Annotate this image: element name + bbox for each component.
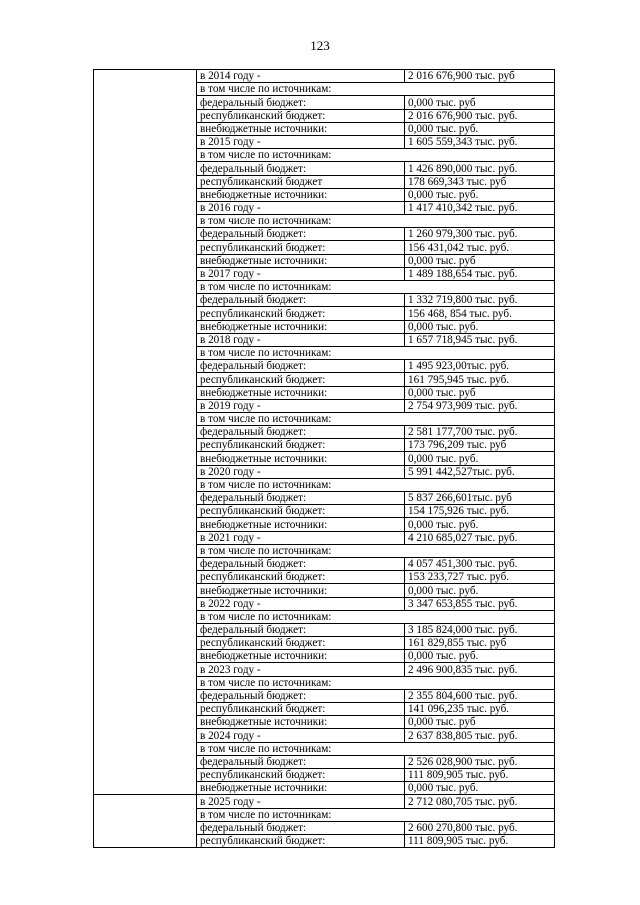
- left-column-cell: [94, 162, 197, 175]
- table-row: [94, 399, 555, 412]
- label-cell: в 2020 году -: [197, 465, 405, 478]
- table-row: [94, 228, 555, 241]
- table-row: [94, 782, 555, 795]
- left-column-cell: [94, 346, 197, 359]
- left-column-cell: [94, 742, 197, 755]
- value-cell: 111 809,905 тыс. руб.: [405, 834, 555, 847]
- left-column-cell: [94, 70, 197, 83]
- value-cell: 4 057 451,300 тыс. руб.: [405, 557, 555, 570]
- label-cell: федеральный бюджет:: [197, 623, 405, 636]
- table-row: [94, 360, 555, 373]
- left-column-cell: [94, 478, 197, 491]
- left-column-cell: [94, 241, 197, 254]
- left-column-cell: [94, 703, 197, 716]
- left-column-cell: [94, 83, 197, 96]
- left-column-cell: [94, 452, 197, 465]
- table-row: [94, 254, 555, 267]
- table-row: [94, 267, 555, 280]
- value-cell: 0,000 тыс. руб: [405, 386, 555, 399]
- value-cell: 173 796,209 тыс. руб: [405, 439, 555, 452]
- value-cell: 156 431,042 тыс. руб.: [405, 241, 555, 254]
- left-column-cell: [94, 808, 197, 821]
- label-cell: республиканский бюджет:: [197, 768, 405, 781]
- left-column-cell: [94, 254, 197, 267]
- table-row: [94, 821, 555, 834]
- value-cell: 2 754 973,909 тыс. руб.: [405, 399, 555, 412]
- left-column-cell: [94, 228, 197, 241]
- table-row: [94, 729, 555, 742]
- left-column-cell: [94, 505, 197, 518]
- label-cell: федеральный бюджет:: [197, 360, 405, 373]
- value-cell: 0,000 тыс. руб: [405, 716, 555, 729]
- table-row: [94, 281, 555, 294]
- table-row: [94, 162, 555, 175]
- label-cell: внебюджетные источники:: [197, 518, 405, 531]
- label-cell: республиканский бюджет:: [197, 637, 405, 650]
- left-column-cell: [94, 663, 197, 676]
- left-column-cell: [94, 716, 197, 729]
- table-row: [94, 597, 555, 610]
- value-cell: 5 837 266,601тыс. руб: [405, 492, 555, 505]
- table-row: [94, 623, 555, 636]
- source-heading-cell: в том числе по источникам:: [197, 610, 555, 623]
- table-row: [94, 465, 555, 478]
- left-column-cell: [94, 201, 197, 214]
- label-cell: федеральный бюджет:: [197, 557, 405, 570]
- label-cell: федеральный бюджет:: [197, 162, 405, 175]
- label-cell: в 2024 году -: [197, 729, 405, 742]
- left-column-cell: [94, 149, 197, 162]
- table-row: [94, 676, 555, 689]
- value-cell: 1 605 559,343 тыс. руб.: [405, 135, 555, 148]
- value-cell: 1 495 923,00тыс. руб.: [405, 360, 555, 373]
- left-column-cell: [94, 782, 197, 795]
- table-row: [94, 149, 555, 162]
- left-column-cell: [94, 386, 197, 399]
- left-column-cell: [94, 584, 197, 597]
- left-column-cell: [94, 320, 197, 333]
- left-column-cell: [94, 755, 197, 768]
- label-cell: внебюджетные источники:: [197, 320, 405, 333]
- table-row: [94, 650, 555, 663]
- label-cell: в 2017 году -: [197, 267, 405, 280]
- label-cell: федеральный бюджет:: [197, 755, 405, 768]
- table-row: [94, 109, 555, 122]
- value-cell: 1 332 719,800 тыс. руб.: [405, 294, 555, 307]
- label-cell: в 2015 году -: [197, 135, 405, 148]
- left-column-cell: [94, 399, 197, 412]
- table-row: [94, 808, 555, 821]
- table-row: [94, 795, 555, 808]
- source-heading-cell: в том числе по источникам:: [197, 742, 555, 755]
- value-cell: 0,000 тыс. руб.: [405, 452, 555, 465]
- left-column-cell: [94, 597, 197, 610]
- table-row: [94, 320, 555, 333]
- left-column-cell: [94, 689, 197, 702]
- label-cell: внебюджетные источники:: [197, 782, 405, 795]
- left-column-cell: [94, 795, 197, 808]
- table-row: [94, 531, 555, 544]
- left-column-cell: [94, 333, 197, 346]
- table-row: [94, 492, 555, 505]
- label-cell: в 2022 году -: [197, 597, 405, 610]
- label-cell: республиканский бюджет: [197, 175, 405, 188]
- label-cell: республиканский бюджет:: [197, 373, 405, 386]
- table-row: [94, 412, 555, 425]
- label-cell: внебюджетные источники:: [197, 386, 405, 399]
- table-row: [94, 70, 555, 83]
- left-column-cell: [94, 834, 197, 847]
- value-cell: 3 185 824,000 тыс. руб.: [405, 623, 555, 636]
- table-row: [94, 452, 555, 465]
- left-column-cell: [94, 557, 197, 570]
- left-column-cell: [94, 360, 197, 373]
- source-heading-cell: в том числе по источникам:: [197, 544, 555, 557]
- label-cell: внебюджетные источники:: [197, 188, 405, 201]
- table-row: [94, 439, 555, 452]
- left-column-cell: [94, 215, 197, 228]
- table-row: [94, 215, 555, 228]
- label-cell: федеральный бюджет:: [197, 821, 405, 834]
- table-row: [94, 333, 555, 346]
- label-cell: республиканский бюджет:: [197, 241, 405, 254]
- value-cell: 2 600 270,800 тыс. руб.: [405, 821, 555, 834]
- left-column-cell: [94, 96, 197, 109]
- value-cell: 0,000 тыс. руб.: [405, 650, 555, 663]
- table-row: [94, 478, 555, 491]
- label-cell: федеральный бюджет:: [197, 228, 405, 241]
- table-row: [94, 637, 555, 650]
- table-row: [94, 584, 555, 597]
- left-column-cell: [94, 122, 197, 135]
- left-column-cell: [94, 307, 197, 320]
- left-column-cell: [94, 175, 197, 188]
- source-heading-cell: в том числе по источникам:: [197, 83, 555, 96]
- left-column-cell: [94, 135, 197, 148]
- left-column-cell: [94, 623, 197, 636]
- left-column-cell: [94, 412, 197, 425]
- value-cell: 0,000 тыс. руб: [405, 254, 555, 267]
- table-row: [94, 373, 555, 386]
- label-cell: в 2021 году -: [197, 531, 405, 544]
- funding-table-body: [94, 70, 555, 848]
- table-row: [94, 386, 555, 399]
- label-cell: в 2016 году -: [197, 201, 405, 214]
- value-cell: 0,000 тыс. руб.: [405, 122, 555, 135]
- value-cell: 0,000 тыс. руб.: [405, 584, 555, 597]
- left-column-cell: [94, 821, 197, 834]
- value-cell: 161 829,855 тыс. руб: [405, 637, 555, 650]
- table-row: [94, 663, 555, 676]
- label-cell: внебюджетные источники:: [197, 650, 405, 663]
- value-cell: 0,000 тыс. руб: [405, 96, 555, 109]
- value-cell: 1 426 890,000 тыс. руб.: [405, 162, 555, 175]
- label-cell: республиканский бюджет:: [197, 571, 405, 584]
- left-column-cell: [94, 571, 197, 584]
- left-column-cell: [94, 650, 197, 663]
- left-column-cell: [94, 294, 197, 307]
- label-cell: внебюджетные источники:: [197, 122, 405, 135]
- left-column-cell: [94, 768, 197, 781]
- value-cell: 111 809,905 тыс. руб.: [405, 768, 555, 781]
- label-cell: внебюджетные источники:: [197, 716, 405, 729]
- value-cell: 2 496 900,835 тыс. руб.: [405, 663, 555, 676]
- table-row: [94, 188, 555, 201]
- label-cell: федеральный бюджет:: [197, 689, 405, 702]
- label-cell: внебюджетные источники:: [197, 452, 405, 465]
- label-cell: федеральный бюджет:: [197, 426, 405, 439]
- value-cell: 4 210 685,027 тыс. руб.: [405, 531, 555, 544]
- value-cell: 2 637 838,805 тыс. руб.: [405, 729, 555, 742]
- page-number: 123: [310, 38, 330, 53]
- source-heading-cell: в том числе по источникам:: [197, 281, 555, 294]
- value-cell: 2 016 676,900 тыс. руб.: [405, 109, 555, 122]
- value-cell: 2 581 177,700 тыс. руб.: [405, 426, 555, 439]
- label-cell: республиканский бюджет:: [197, 307, 405, 320]
- left-column-cell: [94, 426, 197, 439]
- value-cell: 0,000 тыс. руб.: [405, 782, 555, 795]
- label-cell: в 2018 году -: [197, 333, 405, 346]
- left-column-cell: [94, 373, 197, 386]
- value-cell: 0,000 тыс. руб.: [405, 188, 555, 201]
- table-row: [94, 755, 555, 768]
- value-cell: 1 260 979,300 тыс. руб.: [405, 228, 555, 241]
- table-row: [94, 426, 555, 439]
- label-cell: федеральный бюджет:: [197, 492, 405, 505]
- label-cell: федеральный бюджет:: [197, 294, 405, 307]
- table-row: [94, 346, 555, 359]
- label-cell: в 2019 году -: [197, 399, 405, 412]
- label-cell: республиканский бюджет:: [197, 834, 405, 847]
- label-cell: республиканский бюджет:: [197, 439, 405, 452]
- value-cell: 0,000 тыс. руб.: [405, 518, 555, 531]
- value-cell: 2 016 676,900 тыс. руб: [405, 70, 555, 83]
- value-cell: 153 233,727 тыс. руб.: [405, 571, 555, 584]
- table-row: [94, 571, 555, 584]
- source-heading-cell: в том числе по источникам:: [197, 808, 555, 821]
- left-column-cell: [94, 544, 197, 557]
- value-cell: 1 657 718,945 тыс. руб.: [405, 333, 555, 346]
- value-cell: 161 795,945 тыс. руб.: [405, 373, 555, 386]
- label-cell: республиканский бюджет:: [197, 703, 405, 716]
- value-cell: 2 526 028,900 тыс. руб.: [405, 755, 555, 768]
- source-heading-cell: в том числе по источникам:: [197, 412, 555, 425]
- left-column-cell: [94, 188, 197, 201]
- table-row: [94, 135, 555, 148]
- table-row: [94, 505, 555, 518]
- label-cell: республиканский бюджет:: [197, 505, 405, 518]
- left-column-cell: [94, 109, 197, 122]
- value-cell: 154 175,926 тыс. руб.: [405, 505, 555, 518]
- table-row: [94, 742, 555, 755]
- label-cell: внебюджетные источники:: [197, 584, 405, 597]
- label-cell: в 2014 году -: [197, 70, 405, 83]
- value-cell: 5 991 442,527тыс. руб.: [405, 465, 555, 478]
- value-cell: 1 417 410,342 тыс. руб.: [405, 201, 555, 214]
- funding-table: [93, 69, 555, 848]
- table-row: [94, 518, 555, 531]
- label-cell: республиканский бюджет:: [197, 109, 405, 122]
- value-cell: 2 355 804,600 тыс. руб.: [405, 689, 555, 702]
- table-row: [94, 175, 555, 188]
- table-row: [94, 544, 555, 557]
- label-cell: федеральный бюджет:: [197, 96, 405, 109]
- left-column-cell: [94, 676, 197, 689]
- left-column-cell: [94, 531, 197, 544]
- source-heading-cell: в том числе по источникам:: [197, 215, 555, 228]
- left-column-cell: [94, 637, 197, 650]
- table-row: [94, 716, 555, 729]
- left-column-cell: [94, 518, 197, 531]
- table-row: [94, 294, 555, 307]
- value-cell: 156 468, 854 тыс. руб.: [405, 307, 555, 320]
- table-row: [94, 96, 555, 109]
- table-row: [94, 241, 555, 254]
- table-row: [94, 83, 555, 96]
- left-column-cell: [94, 492, 197, 505]
- table-row: [94, 201, 555, 214]
- left-column-cell: [94, 281, 197, 294]
- label-cell: в 2025 году -: [197, 795, 405, 808]
- table-row: [94, 768, 555, 781]
- value-cell: 178 669,343 тыс. руб: [405, 175, 555, 188]
- value-cell: 0,000 тыс. руб.: [405, 320, 555, 333]
- left-column-cell: [94, 729, 197, 742]
- value-cell: 3 347 653,855 тыс. руб.: [405, 597, 555, 610]
- source-heading-cell: в том числе по источникам:: [197, 478, 555, 491]
- left-column-cell: [94, 267, 197, 280]
- value-cell: 1 489 188,654 тыс. руб.: [405, 267, 555, 280]
- table-row: [94, 557, 555, 570]
- value-cell: 141 096,235 тыс. руб.: [405, 703, 555, 716]
- source-heading-cell: в том числе по источникам:: [197, 149, 555, 162]
- table-row: [94, 703, 555, 716]
- label-cell: в 2023 году -: [197, 663, 405, 676]
- table-row: [94, 610, 555, 623]
- table-row: [94, 689, 555, 702]
- table-row: [94, 122, 555, 135]
- left-column-cell: [94, 610, 197, 623]
- left-column-cell: [94, 465, 197, 478]
- table-row: [94, 834, 555, 847]
- value-cell: 2 712 080,705 тыс. руб.: [405, 795, 555, 808]
- source-heading-cell: в том числе по источникам:: [197, 676, 555, 689]
- table-row: [94, 307, 555, 320]
- label-cell: внебюджетные источники:: [197, 254, 405, 267]
- left-column-cell: [94, 439, 197, 452]
- source-heading-cell: в том числе по источникам:: [197, 346, 555, 359]
